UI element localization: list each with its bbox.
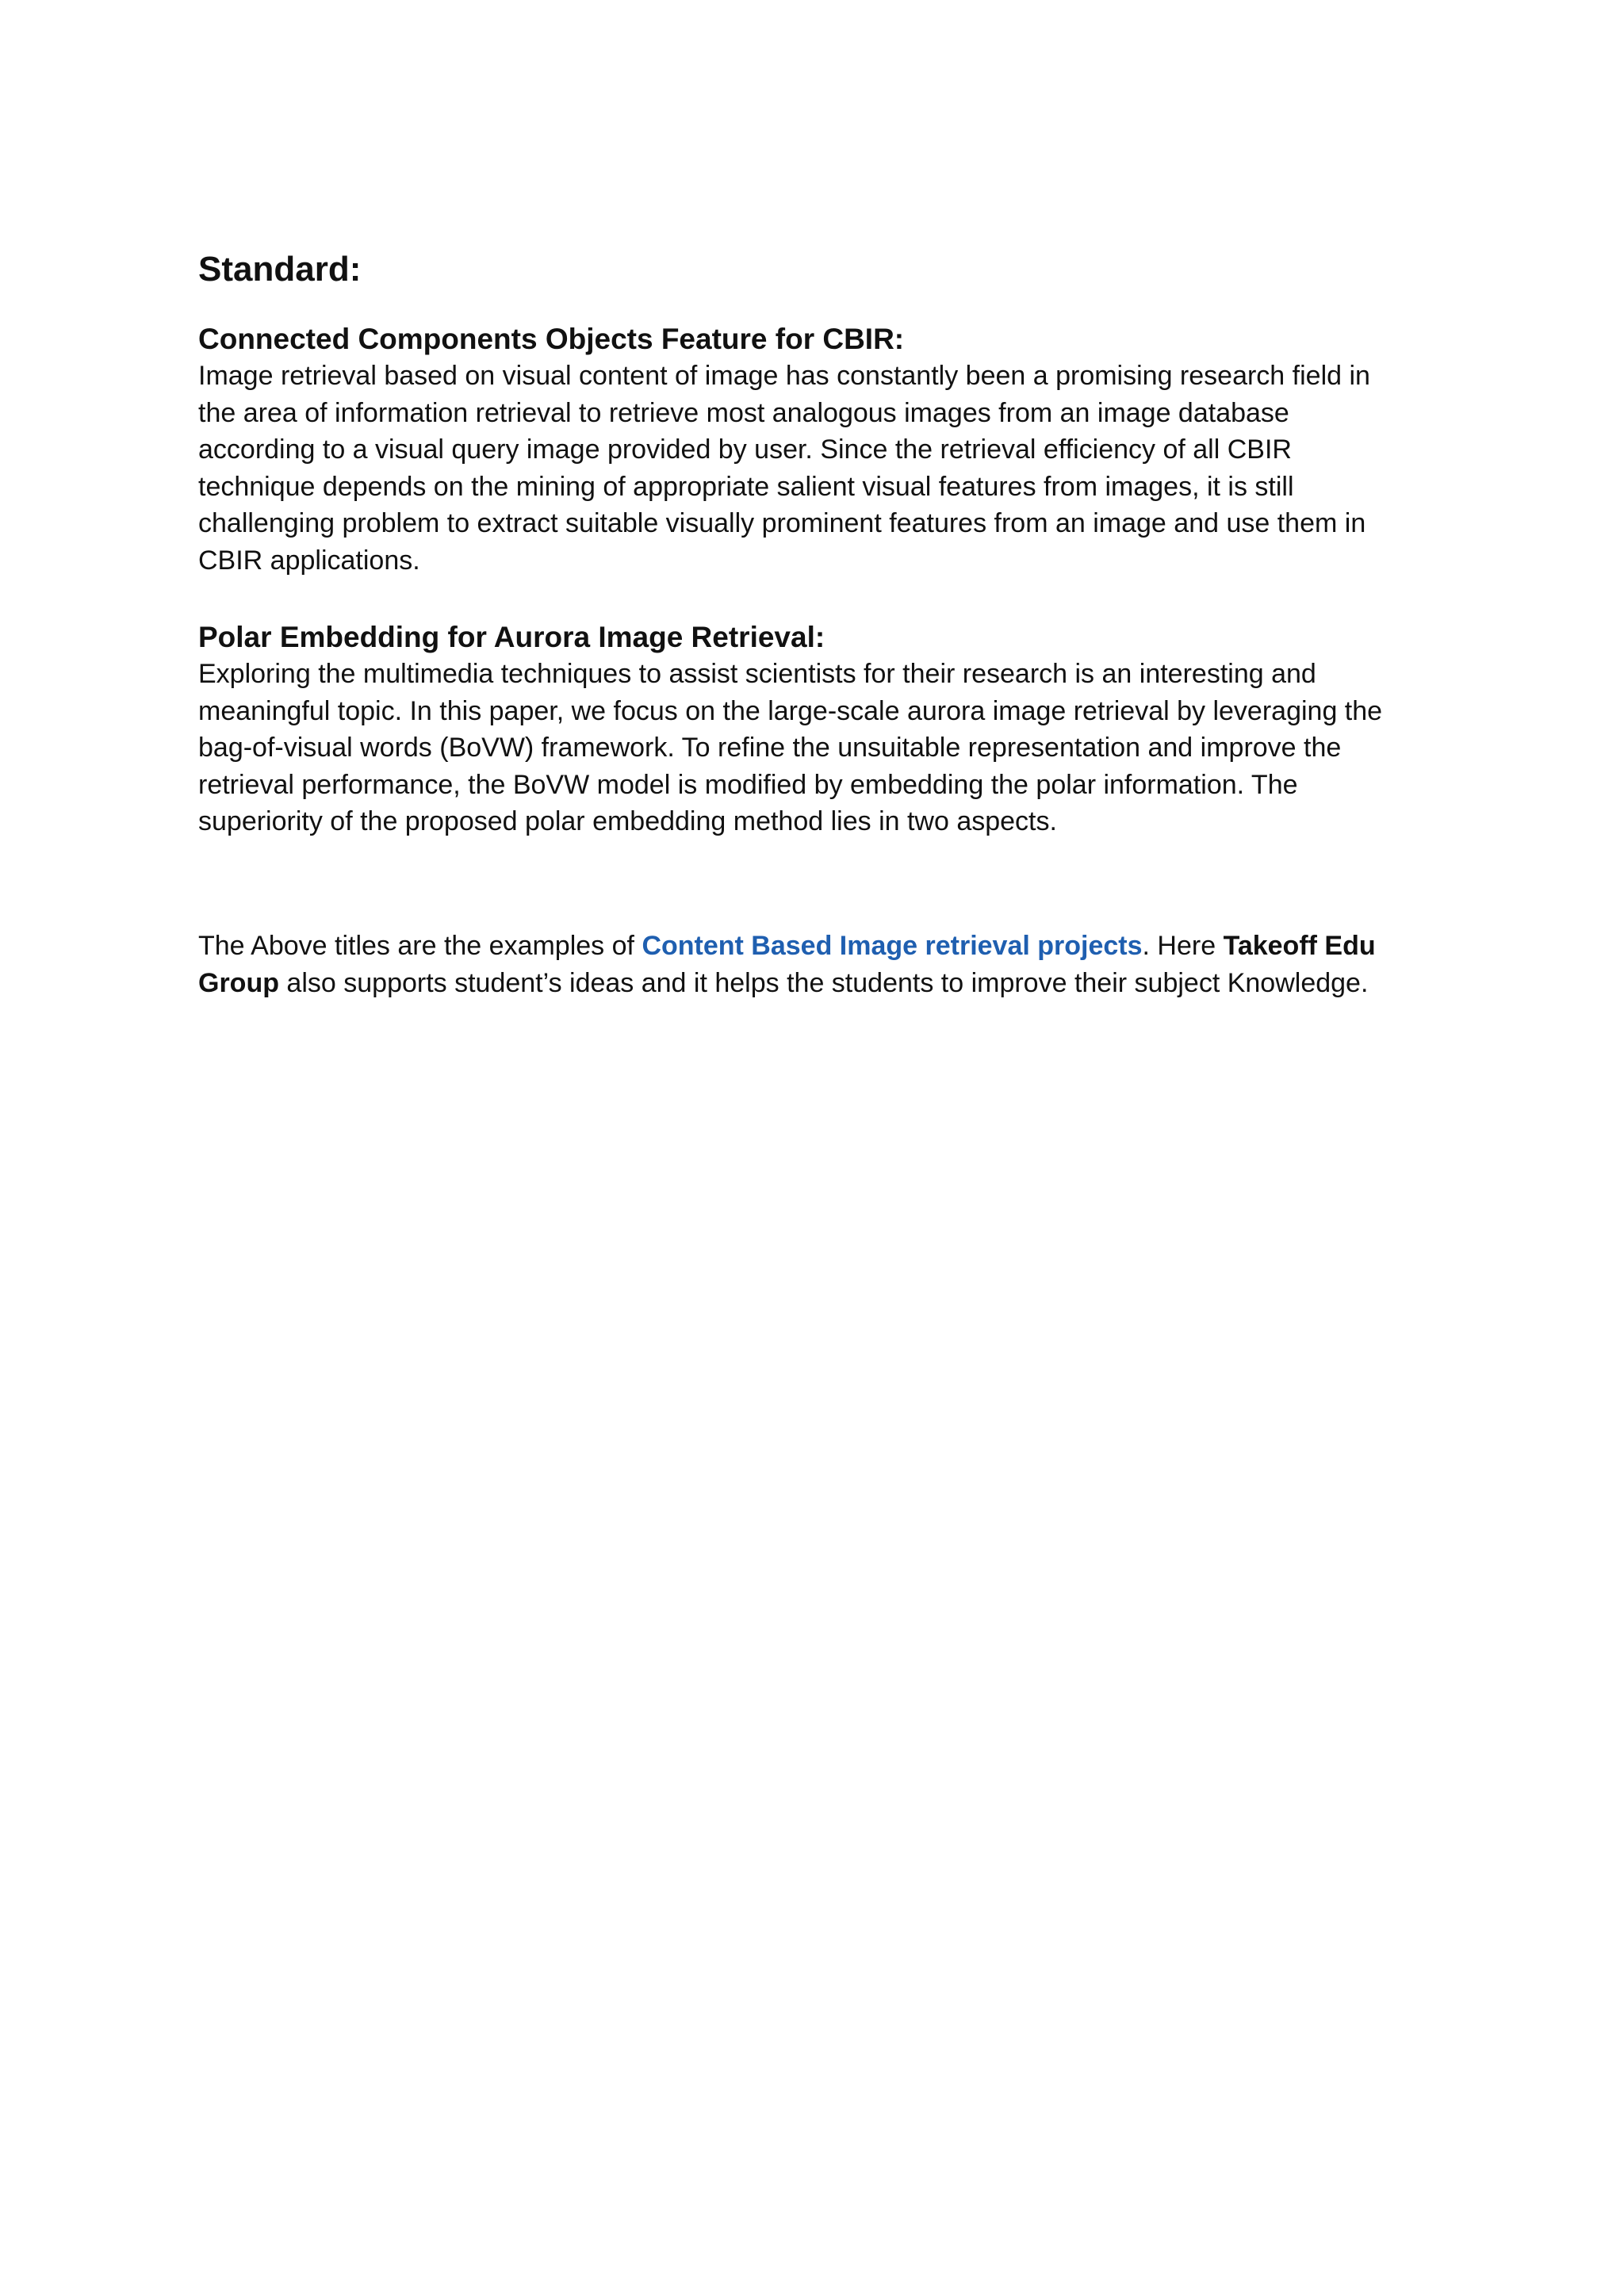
- company-name-part-1: Takeoff Edu: [1223, 931, 1376, 961]
- body-line: retrieval performance, the BoVW model is modified by embedding the polar information. The: [198, 769, 1298, 800]
- section-body: [198, 358, 1435, 579]
- body-line: challenging problem to extract suitable visually prominent features from an image and use them in: [198, 508, 1366, 538]
- body-line: technique depends on the mining of appropriate salient visual features from images, it is still: [198, 471, 1294, 502]
- body-line: CBIR applications.: [198, 545, 420, 576]
- body-line: Exploring the multimedia techniques to assist scientists for their research is an interesting and: [198, 659, 1316, 689]
- closing-line-1: [198, 928, 1435, 965]
- section-title: Polar Embedding for Aurora Image Retrieval:: [198, 621, 825, 653]
- closing-line-2: [198, 965, 1435, 1002]
- body-line: superiority of the proposed polar embedding method lies in two aspects.: [198, 806, 1057, 836]
- closing-paragraph: [198, 928, 1435, 1001]
- company-name-part-2: Group: [198, 967, 279, 998]
- page-heading: Standard:: [198, 250, 362, 289]
- section-connected-components: [198, 321, 1435, 579]
- body-line: Image retrieval based on visual content of image has constantly been a promising research field in: [198, 361, 1370, 391]
- body-line: meaningful topic. In this paper, we focus on the large-scale aurora image retrieval by leveraging the: [198, 695, 1383, 726]
- body-line: according to a visual query image provided by user. Since the retrieval efficiency of all CBIR: [198, 434, 1292, 465]
- body-line: bag-of-visual words (BoVW) framework. To refine the unsuitable representation and improve the: [198, 733, 1342, 763]
- closing-text: also supports student’s ideas and it helps the students to improve their subject Knowledge.: [278, 967, 1369, 998]
- cbir-projects-link[interactable]: Content Based Image retrieval projects: [642, 931, 1143, 961]
- closing-text: The Above titles are the examples of: [198, 931, 642, 961]
- section-title: Connected Components Objects Feature for CBIR:: [198, 323, 905, 355]
- section-polar-embedding: [198, 619, 1435, 840]
- section-body: [198, 656, 1435, 840]
- body-line: the area of information retrieval to retrieve most analogous images from an image database: [198, 397, 1289, 428]
- closing-text: . Here: [1142, 931, 1224, 961]
